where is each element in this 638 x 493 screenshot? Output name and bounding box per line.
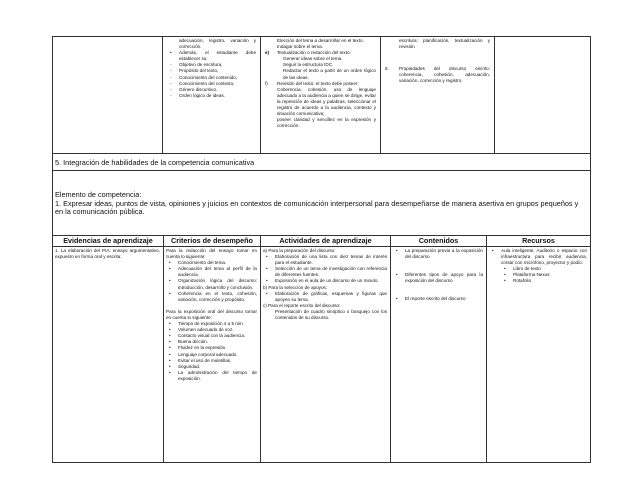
evidence-cell [53, 247, 164, 463]
top-criteria-cell [163, 37, 261, 154]
evidence-text: 1. La elaboración del PIA: ensayo argumentativo, expuesto en forma oral y escrita. [55, 248, 160, 260]
competence-title: 5. Integración de habilidades de la competencia comunicativa [55, 158, 255, 167]
competence-element-label: Elemento de competencia: [55, 190, 142, 199]
criteria-item: • Organización lógica del discurso: introducción, desarrollo y conclusión. [166, 278, 257, 290]
header-contents: Contenidos [391, 236, 487, 247]
activity-heading: b) Para la selección de apoyos: [263, 284, 328, 290]
top-criteria-dash: - Objetivo de escritura, [167, 62, 256, 68]
content-item: • La preparación previa a la exposición del discurso [393, 248, 483, 260]
criteria-item: • Fluidez en la expresión. [166, 345, 257, 351]
criteria-intro: Para la redacción del ensayo tomar en cuenta lo siguiente: [166, 248, 257, 260]
top-criteria-dash: - Conocimiento del contexto, [167, 81, 256, 87]
criteria-item: • La administración del tiempo de exposición. [166, 370, 257, 382]
top-activity-text: Revisión del texto: el texto debe poseer: [277, 80, 359, 86]
activities-cell [261, 247, 391, 463]
top-activity-label: e) [265, 50, 270, 56]
criteria-intro: Para la exposición oral del discurso tomar en cuenta lo siguiente: [166, 308, 257, 320]
top-activity-text: Redactar el texto a partir de un orden lógico de las ideas. [283, 68, 376, 80]
resource-item: • Plataforma Nexus [501, 272, 587, 278]
top-contents-cell [381, 37, 495, 154]
resource-item: • Libro de texto [501, 266, 587, 272]
header-resources: Recursos [487, 236, 591, 247]
top-criteria-dash: - Género discursivo. [167, 87, 256, 93]
criteria-item: • Adecuación del tema al perfil de la audiencia. [166, 266, 257, 278]
header-evidence: Evidencias de aprendizaje [53, 236, 164, 247]
activity-item: • Exposición en el aula de un discurso de un minuto. [263, 278, 387, 284]
header-activities: Actividades de aprendizaje [261, 236, 391, 247]
criteria-item: • Evitar el uso de muletillas. [166, 358, 257, 364]
top-criteria-dash: - Propósito del texto, [167, 68, 256, 74]
activity-text: Presentación de cuadro sinóptico o bosquejo con los contenidos de su discurso. [275, 308, 387, 321]
activity-item: • Elaboración de gráficas, esquemas y figuras que apoyen su tema. [263, 291, 387, 303]
activity-heading: a) Para la preparación del discurso: [263, 248, 336, 253]
resource-item: • Rotafolio [501, 278, 587, 284]
criteria-item: • Seguridad. [166, 364, 257, 370]
competence-element-text: 1. Expresar ideas, puntos de vista, opiniones y juicios en contextos de comunicación interpersonal para desempeñarse de manera asertiva en grupos pequeños y en la comunicación pública. [55, 198, 579, 217]
top-activity-text: Elección del tema a desarrollar en el texto. [277, 38, 364, 43]
top-resources-cell [495, 37, 591, 154]
top-content-text: Propiedades del discurso escrito: coherencia, cohesión, adecuación, variación, corrección y registro. [399, 66, 490, 84]
criteria-item: • Conocimiento del tema. [166, 260, 257, 266]
top-criteria-dash: - Conocimiento del contenido, [167, 75, 256, 81]
criteria-item: • Volumen adecuado de voz. [166, 327, 257, 333]
criteria-item: • Tiempo de exposición 4 a 5 min. [166, 321, 257, 327]
top-content-label: 8. [385, 66, 389, 72]
header-criteria: Criterios de desempeño [164, 236, 261, 247]
top-activity-text: Textualización o redacción del texto: [277, 50, 351, 56]
criteria-cell [164, 247, 261, 463]
top-activity-text: Seguir la estructura IDC. [283, 62, 334, 68]
top-activity-text: Coherencia, cohesión, uso de lenguaje adecuado a la audiencia a quien se dirige, evitar la repetición de ideas y palabras, seleccionar el registro de acuerdo a la audiencia, contexto y situación comunicativa; [277, 86, 376, 117]
top-criteria-text: adecuación, registro, variación y corrección. [179, 38, 256, 50]
main-table [52, 235, 591, 463]
criteria-item: • Contacto visual con la audiencia. [166, 333, 257, 339]
contents-cell [391, 247, 487, 463]
criteria-item: • Coherencia en el texto, cohesión, variación, corrección y propósito. [166, 291, 257, 303]
activity-item: • Selección de un tema de investigación con referencia de diferentes fuentes. [263, 266, 387, 278]
top-evidence-cell [53, 37, 163, 154]
top-criteria-dash: - Orden lógico de ideas. [167, 93, 256, 99]
resources-cell [487, 247, 591, 463]
criteria-item: • Lenguaje corporal adecuado. [166, 352, 257, 358]
criteria-item: • Buena dicción. [166, 339, 257, 345]
top-criteria-bullet: • Además, el estudiante debe establecer su: [167, 50, 256, 62]
top-activity-text: Indagar sobre el tema. [277, 44, 323, 50]
content-item: • El reporte escrito del discurso [393, 296, 483, 302]
top-activity-label: f) [265, 80, 268, 86]
top-activity-text: Generar ideas sobre el tema. [283, 56, 343, 62]
top-continuation-table [52, 36, 591, 154]
content-item: • Diferentes tipos de apoyo para la exposición del discurso [393, 272, 483, 284]
top-content-text: escritura: planificación, textualización y revisión [399, 38, 490, 50]
activity-item: • Elaboración de una lista con diez temas de interés para el estudiante. [263, 254, 387, 266]
top-activities-cell [261, 37, 381, 154]
competence-block [52, 153, 591, 236]
activity-heading: c) Para el reporte escrito del discurso: [263, 302, 341, 308]
top-activity-text: poseer claridad y sencillez en la expresión y corrección. [277, 117, 376, 129]
resource-intro: • Aula inteligente, Auditorio o espacio con infraestructura para recibir audiencia, contar con micrófono, proyector y podio. [489, 248, 587, 266]
